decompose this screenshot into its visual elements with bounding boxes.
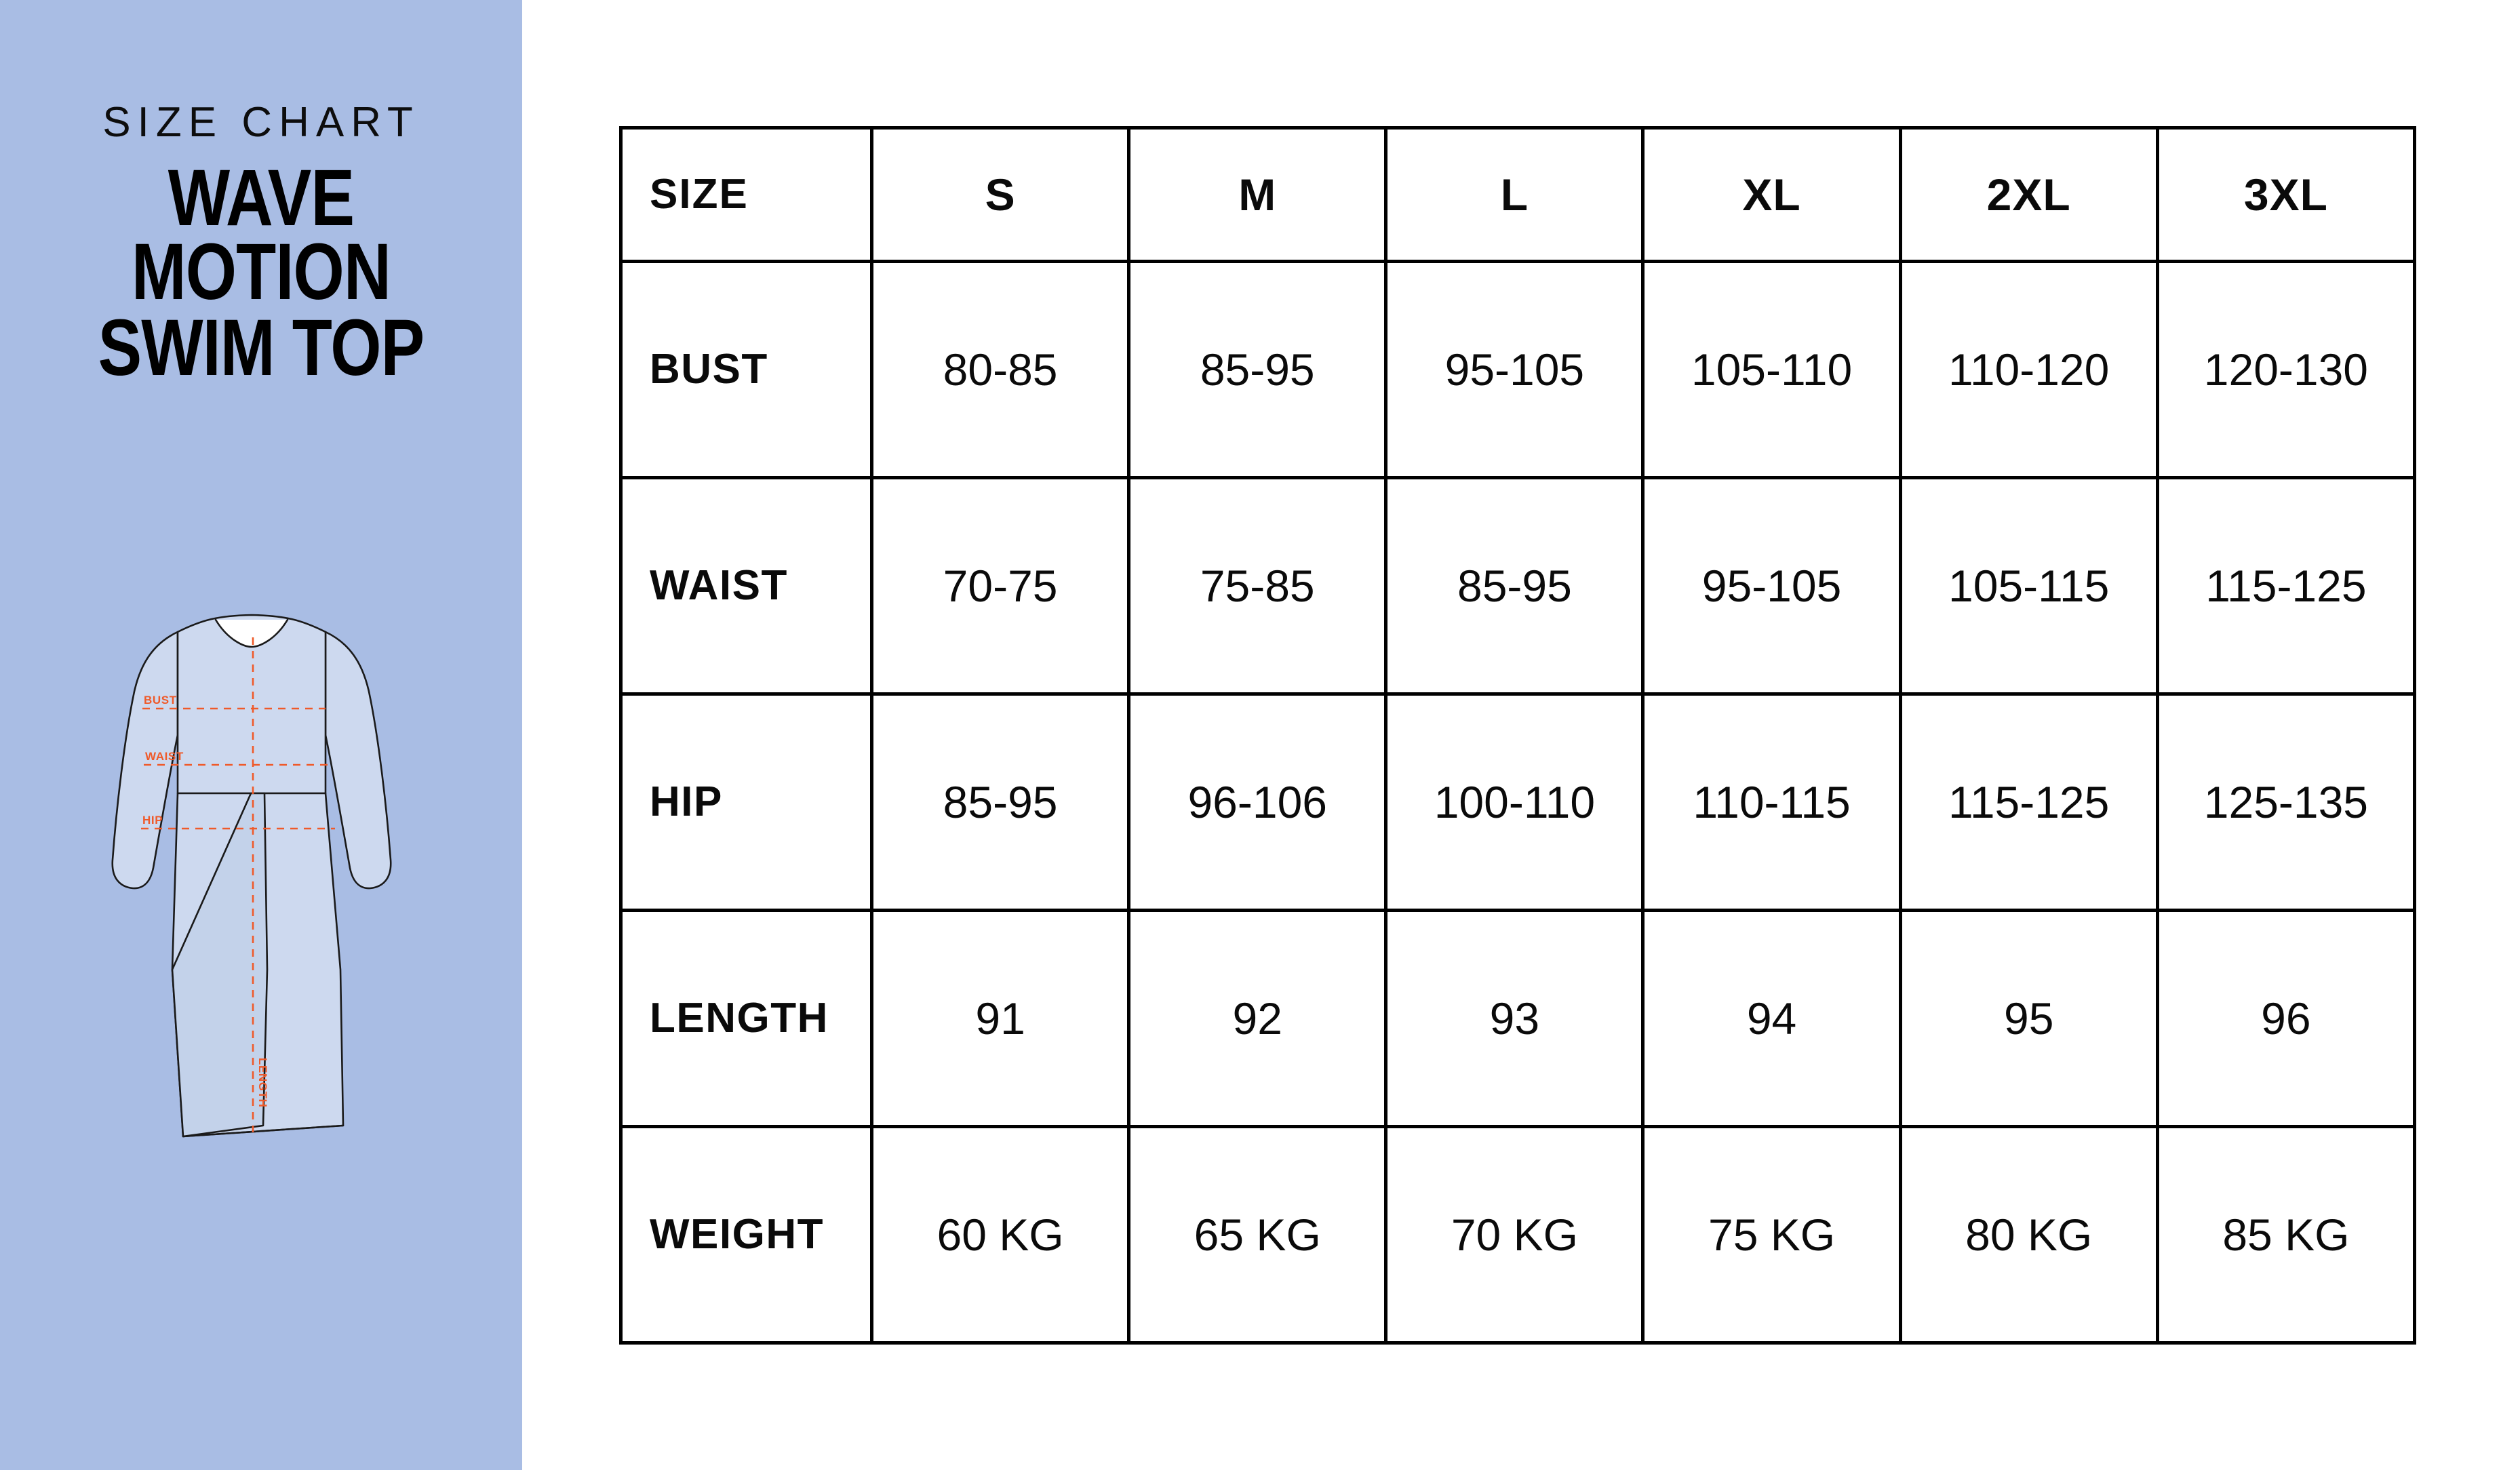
column-header-s: S (872, 127, 1129, 261)
cell-weight-xl: 75 KG (1643, 1126, 1900, 1343)
table-row (621, 694, 2415, 910)
row-label-weight: WEIGHT (621, 1126, 872, 1343)
table-row (621, 1126, 2415, 1343)
cell-weight-m: 65 KG (1129, 1126, 1386, 1343)
cell-weight-3xl: 85 KG (2157, 1126, 2414, 1343)
cell-length-l: 93 (1386, 910, 1643, 1126)
size-table-holder (619, 126, 2416, 1345)
size-chart-table (619, 126, 2416, 1345)
row-label-length: LENGTH (621, 910, 872, 1126)
column-header-m: M (1129, 127, 1386, 261)
product-title-line-1: WAVE MOTION (131, 153, 391, 317)
table-area (522, 0, 2520, 1470)
cell-bust-2xl: 110-120 (1900, 261, 2157, 477)
left-info-panel (0, 0, 522, 1470)
size-table-body (621, 261, 2415, 1343)
cell-bust-l: 95-105 (1386, 261, 1643, 477)
cell-weight-s: 60 KG (872, 1126, 1129, 1343)
column-header-xl: XL (1643, 127, 1900, 261)
size-table-head (621, 127, 2415, 261)
product-title (64, 153, 458, 393)
cell-waist-2xl: 105-115 (1900, 477, 2157, 694)
garment-illustration (102, 590, 420, 1234)
waist-guide-label: WAIST (145, 750, 184, 763)
column-header-l: L (1386, 127, 1643, 261)
cell-hip-m: 96-106 (1129, 694, 1386, 910)
cell-waist-l: 85-95 (1386, 477, 1643, 694)
cell-length-s: 91 (872, 910, 1129, 1126)
cell-waist-s: 70-75 (872, 477, 1129, 694)
row-label-hip: HIP (621, 694, 872, 910)
table-header-row (621, 127, 2415, 261)
cell-weight-l: 70 KG (1386, 1126, 1643, 1343)
row-label-bust: BUST (621, 261, 872, 477)
cell-bust-s: 80-85 (872, 261, 1129, 477)
hip-guide-label: HIP (142, 814, 163, 827)
panel-heading (0, 99, 522, 393)
cell-hip-s: 85-95 (872, 694, 1129, 910)
table-row (621, 910, 2415, 1126)
bust-guide-label: BUST (144, 694, 177, 707)
cell-hip-3xl: 125-135 (2157, 694, 2414, 910)
cell-waist-3xl: 115-125 (2157, 477, 2414, 694)
cell-length-m: 92 (1129, 910, 1386, 1126)
column-header-3xl: 3XL (2157, 127, 2414, 261)
cell-length-2xl: 95 (1900, 910, 2157, 1126)
cell-waist-m: 75-85 (1129, 477, 1386, 694)
cell-hip-xl: 110-115 (1643, 694, 1900, 910)
cell-length-xl: 94 (1643, 910, 1900, 1126)
cell-length-3xl: 96 (2157, 910, 2414, 1126)
product-title-line-2: SWIM TOP (98, 303, 425, 393)
column-header-size: SIZE (621, 127, 872, 261)
right-sleeve-shape (326, 632, 391, 888)
cell-bust-xl: 105-110 (1643, 261, 1900, 477)
cell-bust-3xl: 120-130 (2157, 261, 2414, 477)
cell-hip-2xl: 115-125 (1900, 694, 2157, 910)
cell-hip-l: 100-110 (1386, 694, 1643, 910)
size-chart-kicker: SIZE CHART (102, 99, 420, 146)
length-guide-label: LENGTH (256, 1058, 269, 1108)
column-header-2xl: 2XL (1900, 127, 2157, 261)
table-row (621, 261, 2415, 477)
row-label-waist: WAIST (621, 477, 872, 694)
cell-weight-2xl: 80 KG (1900, 1126, 2157, 1343)
cell-bust-m: 85-95 (1129, 261, 1386, 477)
table-row (621, 477, 2415, 694)
cell-waist-xl: 95-105 (1643, 477, 1900, 694)
